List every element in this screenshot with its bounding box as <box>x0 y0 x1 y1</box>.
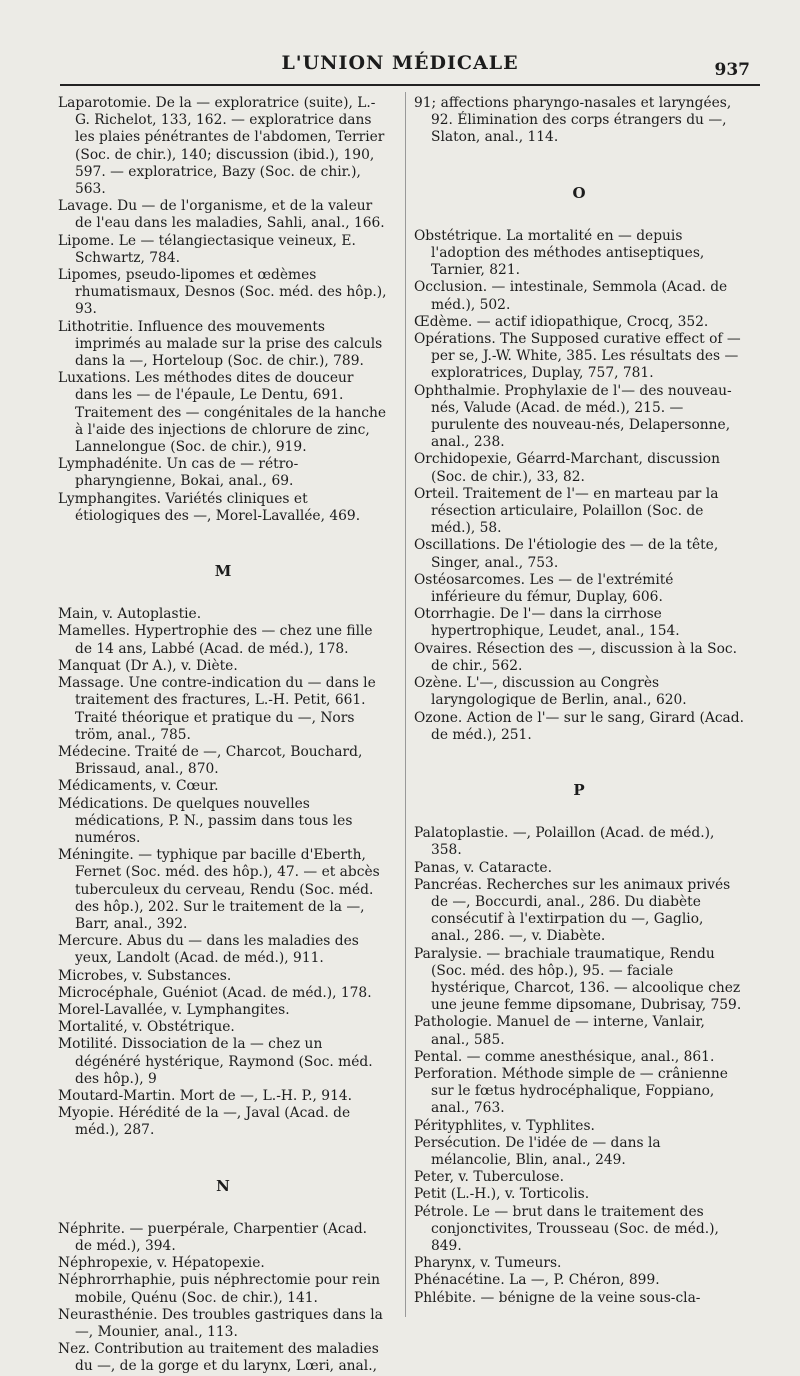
index-entry: Pental. — comme anesthésique, anal., 861. <box>414 1048 715 1065</box>
index-entry: Ostéosarcomes. Les — de l'extrémité inférieure du fémur, Duplay, 606. <box>414 571 674 606</box>
left-column <box>58 95 388 1376</box>
index-entry: Moutard-Martin. Mort de —, L.-H. P., 914. <box>58 1087 353 1104</box>
section-letter: O <box>572 183 586 202</box>
index-entry: Médications. De quelques nouvelles médications, P. N., passim dans tous les numéros. <box>58 795 353 846</box>
index-entry: Lymphadénite. Un cas de — rétro-pharyngienne, Bokai, anal., 69. <box>58 456 299 490</box>
index-entry: Pérityphlites, v. Typhlites. <box>414 1117 595 1134</box>
index-entry: Médecine. Traité de —, Charcot, Bouchard, Brissaud, anal., 870. <box>58 743 363 778</box>
index-entry: Pharynx, v. Tumeurs. <box>414 1255 562 1272</box>
index-entry: Opérations. The Supposed curative effect of — per se, J.-W. White, 385. Les résultats des — exploratrices, Duplay, 757, 781. <box>414 331 741 382</box>
index-entry: Orchidopexie, Géarrd-Marchant, discussion (Soc. de chir.), 33, 82. <box>414 451 720 485</box>
index-entry: Lipomes, pseudo-lipomes et œdèmes rhumatismaux, Desnos (Soc. méd. des hôp.), 93. <box>58 267 387 318</box>
header-rule <box>60 84 760 86</box>
index-entry: Pétrole. Le — brut dans le traitement des conjonctivites, Trousseau (Soc. de méd.), 849. <box>414 1203 719 1254</box>
section-letter: P <box>573 780 585 799</box>
index-entry: Laparotomie. De la — exploratrice (suite), L.-G. Richelot, 133, 162. — exploratrice dans les plaies pénétrantes de l'abdomen, Terrier (Soc. de chir.), 140; discussion (ibid.), 190, 597. — exploratrice, Bazy (Soc. de chir.), 563. <box>58 95 385 198</box>
index-entry: Mamelles. Hypertrophie des — chez une fille de 14 ans, Labbé (Acad. de méd.), 178. <box>58 623 373 657</box>
index-entry: Neurasthénie. Des troubles gastriques dans la —, Mounier, anal., 113. <box>58 1306 383 1340</box>
index-entry: Néphropexie, v. Hépatopexie. <box>58 1255 265 1272</box>
index-entry: Néphrite. — puerpérale, Charpentier (Acad. de méd.), 394. <box>58 1220 368 1254</box>
index-entry: Lithotritie. Influence des mouvements imprimés au malade sur la prise des calculs dans la —, Horteloup (Soc. de chir.), 789. <box>58 318 383 370</box>
index-entry: Petit (L.-H.), v. Torticolis. <box>414 1186 590 1203</box>
index-entry: Manquat (Dr A.), v. Diète. <box>58 657 238 674</box>
index-entry: Nez. Contribution au traitement des maladies du —, de la gorge et du larynx, Lœri, anal., <box>58 1341 379 1375</box>
section-letter: N <box>216 1176 230 1195</box>
index-entry: Ozène. L'—, discussion au Congrès laryngologique de Berlin, anal., 620. <box>414 675 687 709</box>
index-entry: Peter, v. Tuberculose. <box>414 1169 564 1186</box>
index-entry: Lipome. Le — télangiectasique veineux, E. Schwartz, 784. <box>58 232 356 266</box>
index-entry: Médicaments, v. Cœur. <box>58 778 219 795</box>
running-header-title: L'UNION MÉDICALE <box>281 52 519 74</box>
index-entry: Œdème. — actif idiopathique, Crocq, 352. <box>414 313 709 330</box>
section-letter: M <box>214 562 232 581</box>
index-entry: Orteil. Traitement de l'— en marteau par la résection articulaire, Polaillon (Soc. de méd.), 58. <box>414 485 719 537</box>
index-entry: Phénacétine. La —, P. Chéron, 899. <box>414 1272 660 1289</box>
right-column <box>414 95 744 1307</box>
index-entry: Panas, v. Cataracte. <box>414 859 552 876</box>
index-entry: Mercure. Abus du — dans les maladies des yeux, Landolt (Acad. de méd.), 911. <box>58 933 359 967</box>
index-entry: Lavage. Du — de l'organisme, et de la valeur de l'eau dans les maladies, Sahli, anal., 166. <box>58 198 385 232</box>
index-entry: Lymphangites. Variétés cliniques et étiologiques des —, Morel-Lavallée, 469. <box>58 490 361 524</box>
index-entry: Luxations. Les méthodes dites de douceur dans les — de l'épaule, Le Dentu, 691. Traitement des — congénitales de la hanche à l'aide des injections de chlorure de zinc, Lannelongue (Soc. de chir.), 919. <box>58 370 387 456</box>
index-entry: Ophthalmie. Prophylaxie de l'— des nouveau-nés, Valude (Acad. de méd.), 215. — purulente des nouveau-nés, Delapersonne, anal., 238. <box>414 382 732 451</box>
index-entry: Pathologie. Manuel de — interne, Vanlair, anal., 585. <box>414 1014 705 1048</box>
index-entry: Paralysie. — brachiale traumatique, Rendu (Soc. méd. des hôp.), 95. — faciale hystérique, Charcot, 136. — alcoolique chez une jeune femme dipsomane, Dubrisay, 759. <box>414 945 742 1014</box>
index-entry: Pancréas. Recherches sur les animaux privés de —, Boccurdi, anal., 286. Du diabète consécutif à l'extirpation du —, Gaglio, anal., 286. —, v. Diabète. <box>414 876 731 945</box>
index-entry: Oscillations. De l'étiologie des — de la tête, Singer, anal., 753. <box>414 537 719 571</box>
index-entry: Microcéphale, Guéniot (Acad. de méd.), 178. <box>58 984 372 1001</box>
index-entry: Mortalité, v. Obstétrique. <box>58 1019 235 1036</box>
index-entry: Massage. Une contre-indication du — dans le traitement des fractures, L.-H. Petit, 661. Traité théorique et pratique du —, Nors tröm, anal., 785. <box>58 675 376 743</box>
index-entry: Phlébite. — bénigne de la veine sous-cla- <box>414 1289 701 1306</box>
index-entry: Otorrhagie. De l'— dans la cirrhose hypertrophique, Leudet, anal., 154. <box>414 606 680 640</box>
index-entry: Persécution. De l'idée de — dans la mélancolie, Blin, anal., 249. <box>414 1134 661 1168</box>
index-entry: Néphrorrhaphie, puis néphrectomie pour rein mobile, Quénu (Soc. de chir.), 141. <box>58 1272 381 1306</box>
index-entry: Occlusion. — intestinale, Semmola (Acad. de méd.), 502. <box>414 279 728 313</box>
index-entry: Ovaires. Résection des —, discussion à la Soc. de chir., 562. <box>414 640 738 674</box>
index-entry: Motilité. Dissociation de la — chez un dégénéré hystérique, Raymond (Soc. méd. des hôp.), 9 <box>58 1036 373 1087</box>
column-divider <box>405 92 406 1317</box>
page-number: 937 <box>714 60 750 80</box>
index-entry: Myopie. Hérédité de la —, Javal (Acad. de méd.), 287. <box>58 1105 351 1139</box>
index-entry: Morel-Lavallée, v. Lymphangites. <box>58 1001 290 1018</box>
index-entry: Ozone. Action de l'— sur le sang, Girard (Acad. de méd.), 251. <box>414 709 744 743</box>
index-entry: Microbes, v. Substances. <box>58 967 232 984</box>
index-entry: Main, v. Autoplastie. <box>58 606 202 623</box>
index-entry: 91; affections pharyngo-nasales et laryngées, 92. Élimination des corps étrangers du —, Slaton, anal., 114. <box>414 95 732 146</box>
index-entry: Perforation. Méthode simple de — crânienne sur le fœtus hydrocéphalique, Foppiano, anal., 763. <box>414 1065 728 1117</box>
index-entry: Méningite. — typhique par bacille d'Eberth, Fernet (Soc. méd. des hôp.), 47. — et abcès tuberculeux du cerveau, Rendu (Soc. méd. des hôp.), 202. Sur le traitement de la —, Barr, anal., 392. <box>58 847 380 932</box>
index-entry: Palatoplastie. —, Polaillon (Acad. de méd.), 358. <box>414 825 715 859</box>
index-entry: Obstétrique. La mortalité en — depuis l'adoption des méthodes antiseptiques, Tarnier, 821. <box>414 227 705 279</box>
